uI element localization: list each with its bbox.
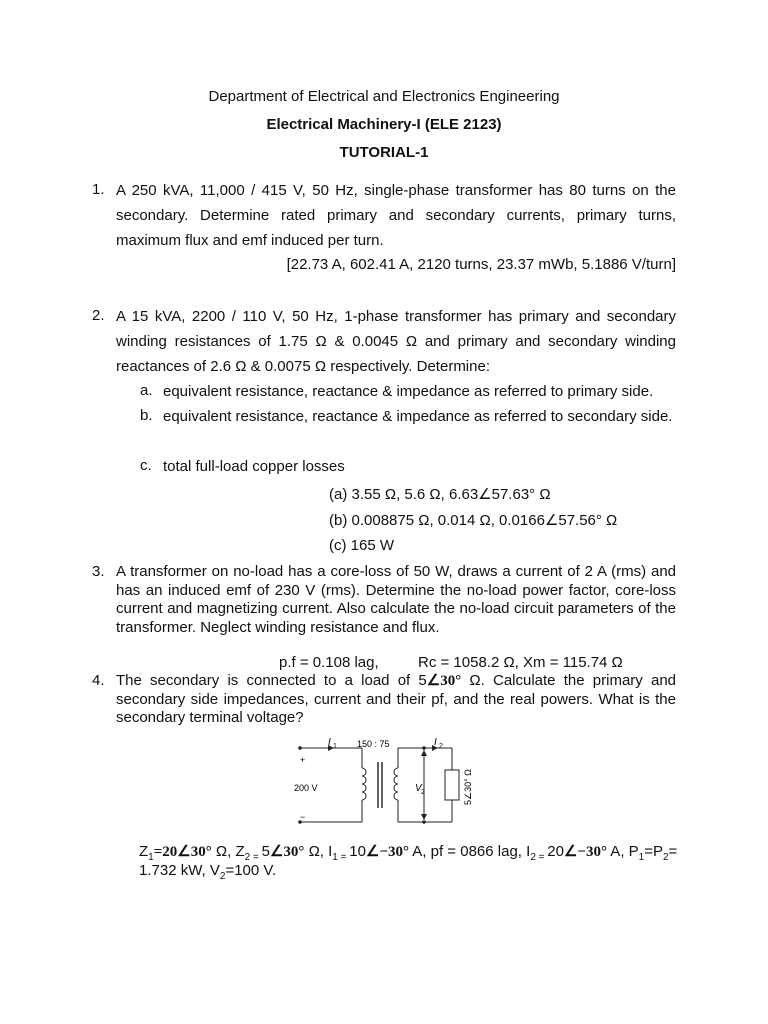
q4-number: 4.	[92, 672, 105, 689]
circuit-label-i1-sub: 1	[333, 743, 337, 750]
q2-answer-b: (b) 0.008875 Ω, 0.014 Ω, 0.0166∠57.56° Ω	[329, 512, 618, 529]
q3-text: A transformer on no-load has a core-loss of 50 W, draws a current of 2 A (rms) and has an induced emf of 230 V (rms). Determine the no-load power factor, core-loss current and magnetizing current. Also calculate the no-load circuit parameters of the transformer. Neglect winding resistance and flux.	[116, 563, 676, 636]
q4-answer-line2: 1.732 kW, $V_2=100$ V.	[139, 862, 277, 882]
q3-number: 3.	[92, 563, 105, 580]
tutorial-title: TUTORIAL-1	[339, 144, 429, 161]
q2-item-b-label: b.	[140, 407, 153, 424]
circuit-label-v2: V	[415, 783, 422, 794]
circuit-turns-ratio: 150 : 75	[357, 739, 390, 749]
circuit-source-voltage: 200 V	[294, 783, 318, 793]
q4-answer-line1: $Z_1=20\angle 30^\circ$ Ω, $Z_{2 =}$ 5∠30° Ω, $I_{1 =}$ 10∠−30° A, pf = 0866 lag, $I_{2 =}$ 20∠−30° A, $P_1=P_2=$	[139, 843, 678, 863]
q2-item-b-text: equivalent resistance, reactance & impedance as referred to secondary side.	[163, 408, 673, 425]
circuit-label-i1: I	[328, 737, 331, 748]
q1-number: 1.	[92, 181, 105, 198]
q2-number: 2.	[92, 307, 105, 324]
q2-text: A 15 kVA, 2200 / 110 V, 50 Hz, 1-phase transformer has primary and secondary winding resistances of 1.75 Ω & 0.0045 Ω and primary and secondary winding reactances of 2.6 Ω & 0.0075 Ω respectively. Determine:	[116, 308, 676, 375]
department-title: Department of Electrical and Electronics Engineering	[208, 88, 560, 105]
circuit-label-i2: I	[434, 737, 437, 748]
transformer-circuit-diagram	[286, 736, 482, 832]
q2-item-a-text: equivalent resistance, reactance & impedance as referred to primary side.	[163, 383, 654, 400]
circuit-plus: +	[300, 755, 306, 765]
q1-answer: [22.73 A, 602.41 A, 2120 turns, 23.37 mWb, 5.1886 V/turn]	[286, 256, 676, 273]
q2-answer-a: (a) 3.55 Ω, 5.6 Ω, 6.63∠57.63° Ω	[329, 486, 551, 503]
q3-answer-pf: p.f = 0.108 lag,	[279, 654, 379, 671]
q4-text: The secondary is connected to a load of 5∠30° Ω. Calculate the primary and secondary side impedances, current and their pf, and the real powers. What is the secondary terminal voltage?	[116, 672, 677, 726]
circuit-label-i2-sub: 2	[439, 743, 443, 750]
q1-text: A 250 kVA, 11,000 / 415 V, 50 Hz, single-phase transformer has 80 turns on the secondary. Determine rated primary and secondary currents, primary turns, maximum flux and emf induced per turn.	[116, 182, 676, 249]
q2-item-c-label: c.	[140, 457, 152, 474]
circuit-label-v2-sub: 2	[421, 789, 425, 796]
q2-item-a-label: a.	[140, 382, 153, 399]
circuit-load-impedance: 5∠30° Ω	[463, 769, 473, 805]
q3-answer-params: Rc = 1058.2 Ω, Xm = 115.74 Ω	[418, 654, 623, 671]
q2-answer-c: (c) 165 W	[329, 537, 395, 554]
course-title: Electrical Machinery-I (ELE 2123)	[266, 116, 502, 133]
q2-item-c-text: total full-load copper losses	[163, 458, 345, 475]
circuit-minus: −	[300, 812, 306, 822]
